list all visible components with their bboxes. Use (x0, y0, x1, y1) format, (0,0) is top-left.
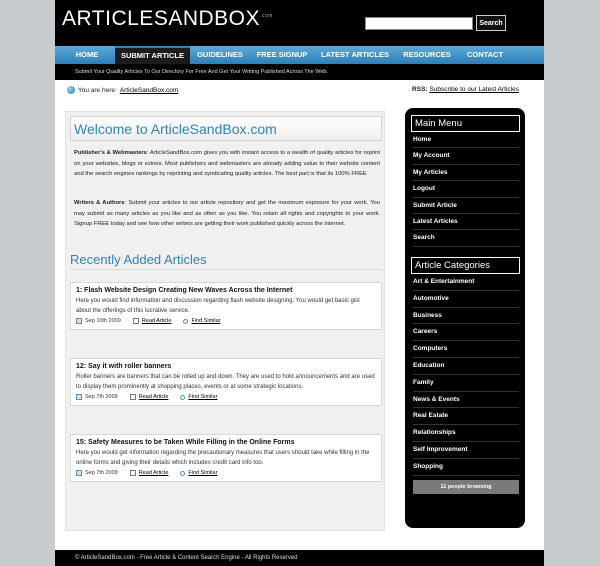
article-card (70, 434, 382, 482)
welcome-title: Welcome to ArticleSandBox.com (74, 121, 277, 137)
category-item[interactable]: Business (413, 308, 519, 325)
calendar-icon (76, 470, 82, 476)
footer: © ArticleSandBox.com - Free Article & Content Search Engine - All Rights Reserved (55, 550, 544, 566)
divider (70, 269, 382, 270)
find-similar-icon (180, 395, 185, 400)
recent-articles-title: Recently Added Articles (70, 252, 207, 267)
category-item[interactable]: Education (413, 358, 519, 375)
find-similar-link[interactable]: Find Similar (188, 470, 218, 476)
article-title[interactable]: 12: Say it with roller banners (76, 363, 172, 370)
breadcrumb-prefix: You are here: (78, 86, 117, 94)
menu-item-my-articles[interactable]: My Articles (413, 165, 519, 181)
breadcrumb-home-link[interactable]: ArticleSandBox.com (119, 86, 179, 94)
article-description: Roller banners are banners that can be rolled up and down. They are used to hold announcements and are used to display them prominently at shopping places, events or at some strategic locations. (76, 374, 375, 390)
categories-list (413, 274, 519, 476)
article-meta (76, 318, 376, 324)
read-article-link[interactable]: Read Article (138, 470, 169, 476)
document-icon (133, 318, 139, 324)
category-item[interactable]: Computers (413, 341, 519, 358)
writers-lead: Writers & Authors (74, 200, 125, 206)
category-item[interactable]: Automotive (413, 291, 519, 308)
article-description: Here you would get information regarding the precautionary measures that users should take while filling in the online forms and giving their details which includes credit card info too. (76, 450, 370, 466)
article-date: Sep 7th 2009 (85, 394, 118, 400)
article-card (70, 358, 382, 406)
globe-icon (67, 86, 75, 94)
header (55, 0, 544, 46)
category-item[interactable]: News & Events (413, 392, 519, 409)
main-content (65, 111, 385, 531)
menu-item-my-account[interactable]: My Account (413, 148, 519, 164)
nav-latest-articles[interactable]: LATEST ARTICLES (321, 50, 389, 59)
publishers-text: : ArticleSandBox.com gives you with instant access to a wealth of quality articles for reprint on your websites, blogs or ezines. Most publishers and webmasters are already adding value to their website content and the search engines rankings by reprinting and syndicating quality articles. The best part is that its 100% FREE (74, 150, 380, 178)
nav-contact[interactable]: CONTACT (466, 50, 504, 59)
writers-paragraph (74, 198, 380, 230)
nav-free-signup[interactable]: FREE SIGNUP (256, 50, 308, 59)
calendar-icon (76, 394, 82, 400)
logo-dotcom: .com (260, 13, 273, 19)
rss-bar (412, 86, 519, 93)
find-similar-link[interactable]: Find Similar (188, 394, 218, 400)
article-title[interactable]: 1: Flash Website Design Creating New Waves Across the Internet (76, 287, 293, 294)
article-meta (76, 470, 376, 476)
sidebar (405, 108, 525, 528)
page (55, 0, 544, 566)
find-similar-link[interactable]: Find Similar (191, 318, 221, 324)
nav-submit-article[interactable]: SUBMIT ARTICLE (115, 46, 190, 64)
nav-resources[interactable]: RESOURCES (403, 50, 451, 59)
calendar-icon (76, 318, 82, 324)
publishers-paragraph (74, 148, 380, 180)
category-item[interactable]: Careers (413, 324, 519, 341)
search-input[interactable] (365, 17, 473, 30)
article-description: Here you would find information and discussion regarding flash website designing. You would get basic gist about the offerings of this lucrative service. (76, 298, 360, 314)
read-article-link[interactable]: Read Article (141, 318, 172, 324)
find-similar-icon (183, 319, 188, 324)
article-title[interactable]: 15: Safety Measures to be Taken While Filling in the Online Forms (76, 439, 295, 446)
category-item[interactable]: Art & Entertainment (413, 274, 519, 291)
main-menu (413, 132, 519, 247)
rss-subscribe-link[interactable]: Subscribe to our Latest Articles (429, 86, 519, 93)
writers-text: : Submit your articles to our article repository and get the maximum exposure for your work. You may submit as many articles as you like and as often as you like. You retain all rights and copyrights to your work. Signup FREE today and see how other writers are getting their work published quickly across the internet. (74, 200, 381, 228)
category-item[interactable]: Self Improvement (413, 442, 519, 459)
category-item[interactable]: Family (413, 375, 519, 392)
document-icon (130, 470, 136, 476)
menu-item-home[interactable]: Home (413, 132, 519, 148)
main-nav (55, 46, 544, 64)
logo-text-article: ARTICLE (62, 7, 154, 30)
site-logo[interactable] (62, 7, 273, 31)
menu-item-latest-articles[interactable]: Latest Articles (413, 214, 519, 230)
publishers-lead: Publisher's & Webmasters (74, 150, 147, 156)
find-similar-icon (180, 471, 185, 476)
categories-title: Article Categories (411, 257, 520, 274)
menu-item-submit-article[interactable]: Submit Article (413, 198, 519, 214)
article-date: Sep 10th 2009 (85, 318, 121, 324)
menu-item-logout[interactable]: Logout (413, 181, 519, 197)
article-card (70, 282, 382, 330)
search-button[interactable]: Search (476, 15, 506, 31)
rss-label: RSS: (412, 86, 428, 93)
tagline: Submit Your Quality Articles To Our Directory For Free And Get Your Writing Published Across The Web. (55, 64, 544, 80)
menu-item-search[interactable]: Search (413, 230, 519, 246)
category-item[interactable]: Real Estate (413, 408, 519, 425)
category-item[interactable]: Shopping (413, 459, 519, 476)
main-menu-title: Main Menu (411, 115, 520, 132)
nav-guidelines[interactable]: GUIDELINES (197, 50, 243, 59)
article-meta (76, 394, 376, 400)
nav-home[interactable]: HOME (75, 50, 99, 59)
browsing-count: 11 people browsing (413, 480, 519, 494)
document-icon (130, 394, 136, 400)
category-item[interactable]: Relationships (413, 425, 519, 442)
read-article-link[interactable]: Read Article (138, 394, 169, 400)
breadcrumb (67, 86, 178, 94)
welcome-box (70, 116, 382, 141)
logo-text-sandbox: SANDBOX (153, 7, 261, 30)
article-date: Sep 7th 2009 (85, 470, 118, 476)
